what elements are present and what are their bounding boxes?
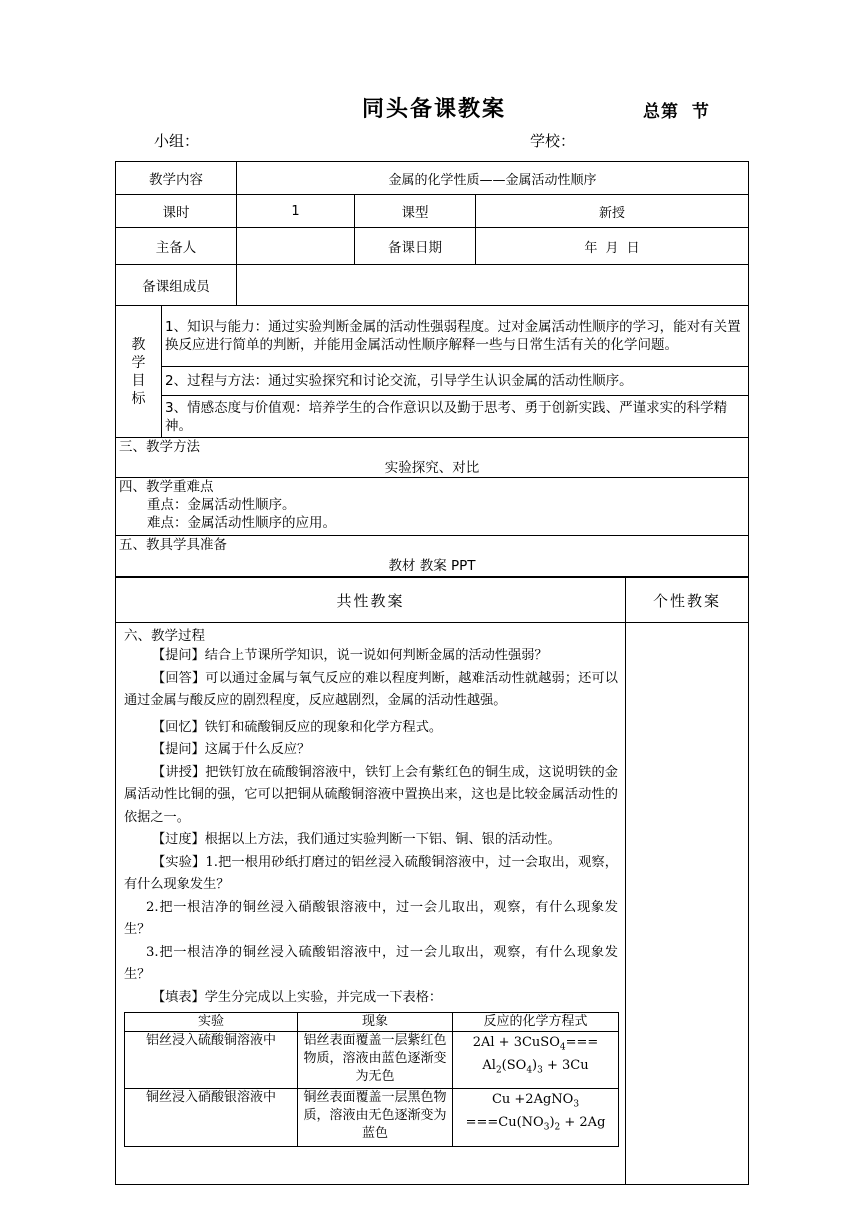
date-value: 年 月 日 (476, 228, 749, 265)
process-paragraph: 3.把一根洁净的铜丝浸入硫酸铝溶液中，过一会儿取出，观察，有什么现象发生？ (124, 944, 618, 982)
phenomenon-cell: 铝丝表面覆盖一层紫红色物质，溶液由蓝色逐渐变为无色 (298, 1032, 453, 1089)
process-paragraph: 2.把一根洁净的铜丝浸入硝酸银溶液中，过一会儿取出，观察，有什么现象发生？ (124, 899, 618, 937)
experiment-table (124, 1012, 619, 1147)
difficulty-key: 重点：金属活动性顺序。 (147, 497, 296, 513)
experiment-cell: 铜丝浸入硝酸银溶液中 (125, 1089, 298, 1147)
equation-header: 反应的化学方程式 (453, 1013, 619, 1032)
table-row (125, 1032, 619, 1089)
method-title: 三、教学方法 (119, 439, 200, 455)
equation-cell: Cu +2AgNO$_3$ $===Cu(NO_3)_2 + 2Ag$ (453, 1089, 619, 1147)
table-row (125, 1089, 619, 1147)
objective-knowledge: 1、知识与能力：通过实验判断金属的活动性强弱程度。过对金属活动性顺序的学习，能对有关置换反应进行简单的判断，并能用金属活动性顺序解释一些与日常生活有关的化学问题。 (162, 306, 749, 367)
members-label: 备课组成员 (116, 265, 237, 306)
objectives-label-char: 目 (131, 372, 146, 389)
type-label: 课型 (355, 195, 476, 228)
preparer-value (237, 228, 355, 265)
experiment-header: 实验 (125, 1013, 298, 1032)
objectives-label (116, 306, 162, 438)
phenomenon-cell: 铜丝表面覆盖一层黑色物质，溶液由无色逐渐变为蓝色 (298, 1089, 453, 1147)
process-paragraph: 【填表】学生分完成以上实验，并完成一下表格： (152, 989, 443, 1005)
personal-plan-cell (626, 623, 749, 1185)
process-paragraph: 【提问】结合上节课所学知识，说一说如何判断金属的活动性强弱？ (152, 648, 548, 663)
school-label: 学校： (530, 132, 576, 150)
tools-title: 五、教具学具准备 (119, 537, 227, 553)
method-value: 实验探究、对比 (384, 460, 480, 476)
date-label: 备课日期 (355, 228, 476, 265)
difficulty-section (116, 478, 749, 536)
objective-process: 2、过程与方法：通过实验探究和讨论交流，引导学生认识金属的活动性顺序。 (162, 367, 749, 396)
equation-cell: 2Al + 3CuSO$_4$=== $Al_2(SO_4)_3 + 3Cu$ (453, 1032, 619, 1089)
phenomenon-header: 现象 (298, 1013, 453, 1032)
preparer-label: 主备人 (116, 228, 237, 265)
process-cell (116, 623, 626, 1185)
difficulty-title: 四、教学重难点 (119, 479, 214, 495)
process-paragraph: 【实验】1.把一根用砂纸打磨过的铝丝浸入硫酸铜溶液中，过一会取出，观察，有什么现象发生？ (124, 854, 618, 892)
objectives-label-char: 学 (131, 354, 146, 371)
process-title: 六、教学过程 (124, 628, 205, 644)
process-paragraph: 【过度】根据以上方法，我们通过实验判断一下铝、铜、银的活动性。 (152, 832, 561, 847)
lesson-number: 总第 节 (643, 102, 710, 122)
process-paragraph: 【回答】可以通过金属与氧气反应的难以程度判断，越难活动性就越弱；还可以通过金属与酸反应的剧烈程度，反应越剧烈，金属的活动性越强。 (124, 670, 618, 708)
type-value: 新授 (476, 195, 749, 228)
objective-attitude: 3、情感态度与价值观：培养学生的合作意识以及勤于思考、勇于创新实践、严谨求实的科学精神。 (162, 396, 749, 438)
period-value: 1 (237, 195, 355, 228)
common-plan-header: 共性教案 (116, 578, 626, 623)
objectives-label-char: 标 (131, 390, 146, 407)
page-title: 同头备课教案 (362, 97, 507, 122)
process-paragraph: 【提问】这属于什么反应？ (152, 742, 311, 757)
members-value (237, 265, 749, 306)
process-paragraph: 【回忆】铁钉和硫酸铜反应的现象和化学方程式。 (152, 719, 443, 735)
content-label: 教学内容 (116, 162, 237, 195)
period-label: 课时 (116, 195, 237, 228)
method-section (116, 438, 749, 478)
experiment-cell: 铝丝浸入硫酸铜溶液中 (125, 1032, 298, 1089)
tools-section (116, 536, 749, 577)
group-label: 小组： (154, 132, 200, 150)
objectives-label-char: 教 (131, 336, 146, 353)
personal-plan-header: 个性教案 (626, 578, 749, 623)
tools-value: 教材 教案 PPT (388, 558, 476, 574)
lesson-info-table (115, 161, 749, 577)
difficulty-hard: 难点：金属活动性顺序的应用。 (147, 515, 336, 531)
process-paragraph: 【讲授】把铁钉放在硫酸铜溶液中，铁钉上会有紫红色的铜生成，这说明铁的金属活动性比铜的强，它可以把铜从硫酸铜溶液中置换出来，这也是比较金属活动性的依据之一。 (124, 764, 618, 825)
content-value: 金属的化学性质——金属活动性顺序 (237, 162, 749, 195)
teaching-process-table (115, 577, 749, 1185)
